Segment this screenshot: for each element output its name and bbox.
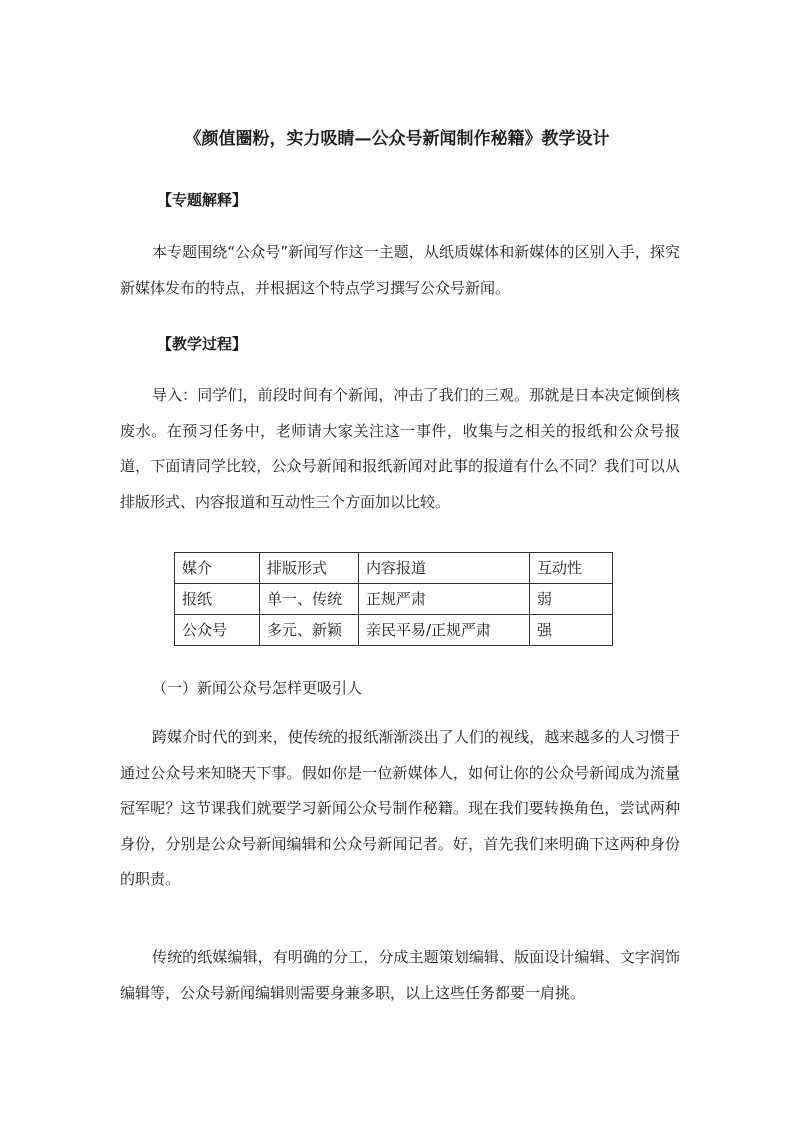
section-heading-teaching-process: 【教学过程】: [157, 335, 248, 353]
table-cell: 多元、新颖: [260, 615, 359, 646]
cross-media-paragraph: 跨媒介时代的到来，使传统的报纸渐渐淡出了人们的视线，越来越多的人习惯于通过公众号来知晓天下事。假如你是一位新媒体人，如何让你的公众号新闻成为流量冠军呢？这节课我们就要学习新闻公众号制作秘籍。现在我们要转换角色，尝试两种身份，分别是公众号新闻编辑和公众号新闻记者。好，首先我们来明确下这两种身份的职责。: [120, 728, 680, 888]
subsection-heading-one: （一）新闻公众号怎样更吸引人: [152, 679, 363, 697]
intro-paragraph: 导入：同学们，前段时间有个新闻，冲击了我们的三观。那就是日本决定倾倒核废水。在预习任务中，老师请大家关注这一事件，收集与之相关的报纸和公众号报道，下面请同学比较，公众号新闻和报纸新闻对此事的报道有什么不同？我们可以从排版形式、内容报道和互动性三个方面加以比较。: [120, 386, 680, 511]
table-header-row: [175, 553, 613, 584]
table-cell: 正规严肃: [359, 584, 530, 615]
table-cell: 单一、传统: [260, 584, 359, 615]
document-title: 《颜值圈粉，实力吸睛—公众号新闻制作秘籍》教学设计: [184, 129, 610, 149]
table-header-cell: 内容报道: [359, 553, 530, 584]
table-header-cell: 媒介: [175, 553, 260, 584]
table-cell: 弱: [530, 584, 613, 615]
table-cell: 报纸: [175, 584, 260, 615]
table-row: [175, 615, 613, 646]
media-comparison-table: [174, 552, 613, 646]
table-header-cell: 互动性: [530, 553, 613, 584]
table-row: [175, 584, 613, 615]
editor-role-paragraph: 传统的纸媒编辑，有明确的分工，分成主题策划编辑、版面设计编辑、文字润饰编辑等，公众号新闻编辑则需要身兼多职，以上这些任务都要一肩挑。: [120, 948, 680, 1002]
table-cell: 强: [530, 615, 613, 646]
topic-explanation-paragraph: 本专题围绕“公众号”新闻写作这一主题，从纸质媒体和新媒体的区别入手，探究新媒体发布的特点，并根据这个特点学习撰写公众号新闻。: [120, 243, 680, 297]
table-cell: 公众号: [175, 615, 260, 646]
section-heading-topic-explanation: 【专题解释】: [157, 191, 248, 209]
table-header-cell: 排版形式: [260, 553, 359, 584]
table-cell: 亲民平易/正规严肃: [359, 615, 530, 646]
